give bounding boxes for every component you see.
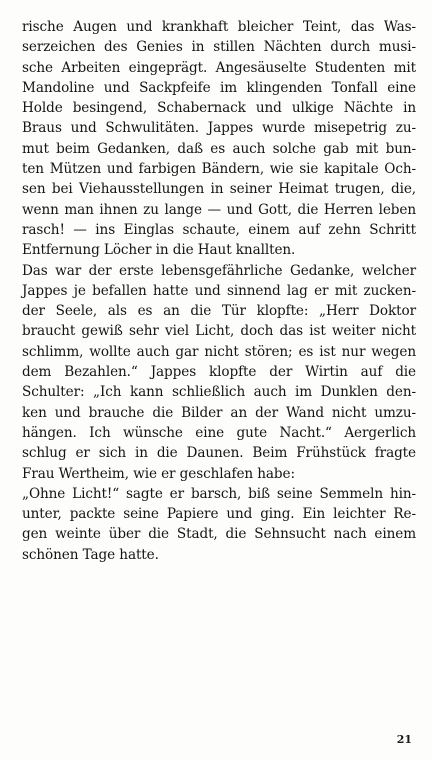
text-line: der Seele, als es an die Tür klopfte: „Herr Doktor bbox=[22, 303, 416, 320]
text-line: Mandoline und Sackpfeife im klingenden Tonfall eine bbox=[22, 79, 416, 96]
text-line: Frau Wertheim, wie er geschlafen habe: bbox=[22, 465, 295, 482]
text-line: hängen. Ich wünsche eine gute Nacht.“ Aergerlich bbox=[22, 424, 416, 441]
body-text bbox=[22, 17, 416, 565]
text-line: Schulter: „Ich kann schließlich auch im Dunklen den- bbox=[22, 384, 416, 401]
text-line: Jappes je befallen hatte und sinnend lag er mit zucken- bbox=[22, 282, 416, 299]
page-number: 21 bbox=[396, 733, 412, 746]
text-line: ten Mützen und farbigen Bändern, wie sie kapitale Och- bbox=[22, 161, 416, 178]
text-line: dem Bezahlen.“ Jappes klopfte der Wirtin auf die bbox=[22, 364, 416, 381]
text-line: schlug er sich in die Daunen. Beim Frühstück fragte bbox=[22, 445, 416, 462]
text-line: schönen Tage hatte. bbox=[22, 546, 159, 563]
text-line: gen weinte über die Stadt, die Sehnsucht nach einem bbox=[22, 526, 416, 543]
text-line: Das war der erste lebensgefährliche Gedanke, welcher bbox=[22, 262, 416, 279]
text-line: rische Augen und krankhaft bleicher Teint, das Was- bbox=[22, 19, 416, 35]
text-line: „Ohne Licht!“ sagte er barsch, biß seine Semmeln hin- bbox=[22, 485, 416, 502]
text-line: sen bei Viehausstellungen in seiner Heimat trugen, die, bbox=[22, 181, 416, 198]
text-line: Entfernung Löcher in die Haut knallten. bbox=[22, 242, 296, 259]
text-line: ken und brauche die Bilder an der Wand nicht umzu- bbox=[22, 404, 416, 421]
text-line: wenn man ihnen zu lange — und Gott, die Herren leben bbox=[22, 201, 416, 218]
text-line: mut beim Gedanken, daß es auch solche gab mit bun- bbox=[22, 140, 416, 157]
text-line: Braus und Schwulitäten. Jappes wurde misepetrig zu- bbox=[22, 120, 416, 137]
text-line: braucht gewiß sehr viel Licht, doch das ist weiter nicht bbox=[22, 323, 416, 340]
text-line: unter, packte seine Papiere und ging. Ein leichter Re- bbox=[22, 506, 416, 523]
text-line: Holde besingend, Schabernack und ulkige Nächte in bbox=[22, 100, 416, 117]
text-line: schlimm, wollte auch gar nicht stören; es ist nur wegen bbox=[22, 343, 416, 360]
text-line: serzeichen des Genies in stillen Nächten durch musi- bbox=[22, 39, 416, 56]
text-line: sche Arbeiten eingeprägt. Angesäuselte Studenten mit bbox=[22, 59, 416, 76]
text-line: rasch! — ins Einglas schaute, einem auf zehn Schritt bbox=[22, 221, 416, 238]
